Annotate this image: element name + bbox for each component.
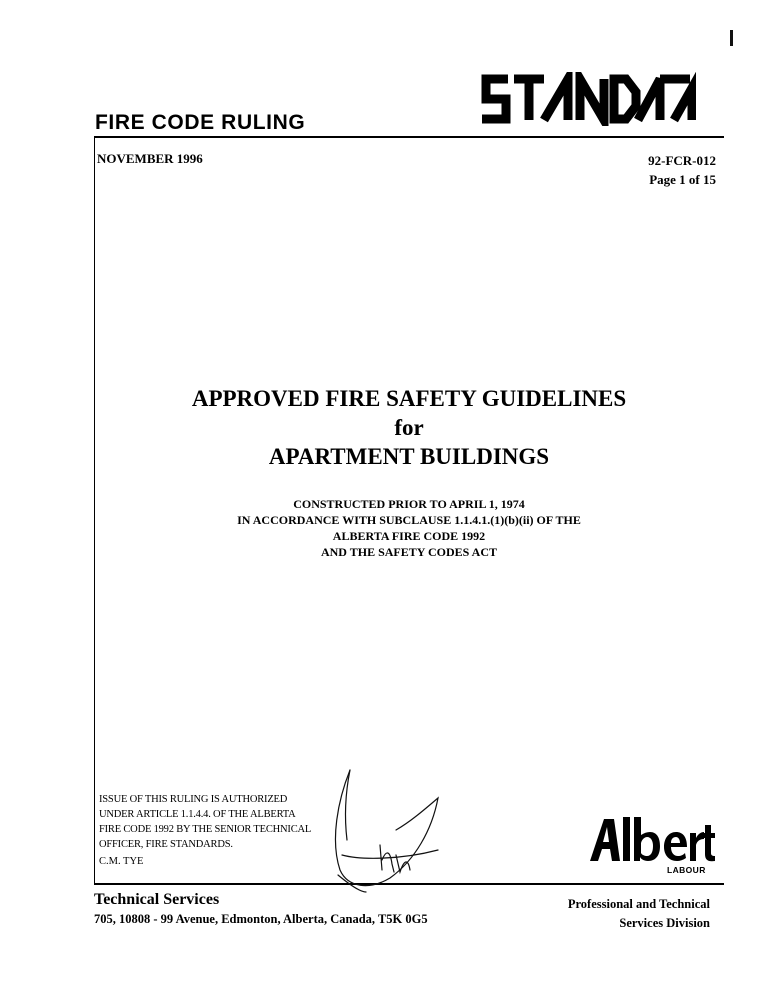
top-rule [94,136,724,138]
subtitle-line-4: AND THE SAFETY CODES ACT [320,545,498,559]
alberta-logo [590,815,715,863]
authorization-note [99,792,311,852]
corner-mark [730,30,733,46]
footer-org-name: Technical Services [94,891,220,908]
signature [320,760,450,895]
document-number: 92-FCR-012 [648,153,716,168]
subtitle-line-1: CONSTRUCTED PRIOR TO APRIL 1, 1974 [293,497,525,511]
subtitle-line-3: ALBERTA FIRE CODE 1992 [332,529,486,543]
standata-logo [478,72,696,126]
department-label: LABOUR [667,865,706,875]
footer-address: 705, 10808 - 99 Avenue, Edmonton, Alberta, Canada, T5K 0G5 [94,912,428,926]
authorization-line-1: ISSUE OF THIS RULING IS AUTHORIZED [99,794,288,805]
title-line-2: for [394,415,424,440]
footer-division-line-2: Services Division [619,916,710,930]
footer-division-line-1: Professional and Technical [567,897,710,911]
footer-division [568,895,710,933]
ruling-type-label: FIRE CODE RULING [95,111,306,134]
authorization-line-2: UNDER ARTICLE 1.1.4.4. OF THE ALBERTA [99,809,296,820]
authorization-line-4: OFFICER, FIRE STANDARDS. [99,839,233,850]
document-reference [648,151,716,189]
document-title [94,384,724,471]
authorization-line-3: FIRE CODE 1992 BY THE SENIOR TECHNICAL [99,824,312,835]
footer-org [94,890,428,928]
page-info: Page 1 of 15 [649,172,716,187]
document-subtitle [94,496,724,560]
title-line-3: APARTMENT BUILDINGS [268,444,550,469]
title-line-1: APPROVED FIRE SAFETY GUIDELINES [191,386,627,411]
issue-date: NOVEMBER 1996 [97,151,203,166]
signer-name: C.M. TYE [99,856,144,867]
subtitle-line-2: IN ACCORDANCE WITH SUBCLAUSE 1.1.4.1.(1)(b)(ii) OF THE [237,513,581,527]
